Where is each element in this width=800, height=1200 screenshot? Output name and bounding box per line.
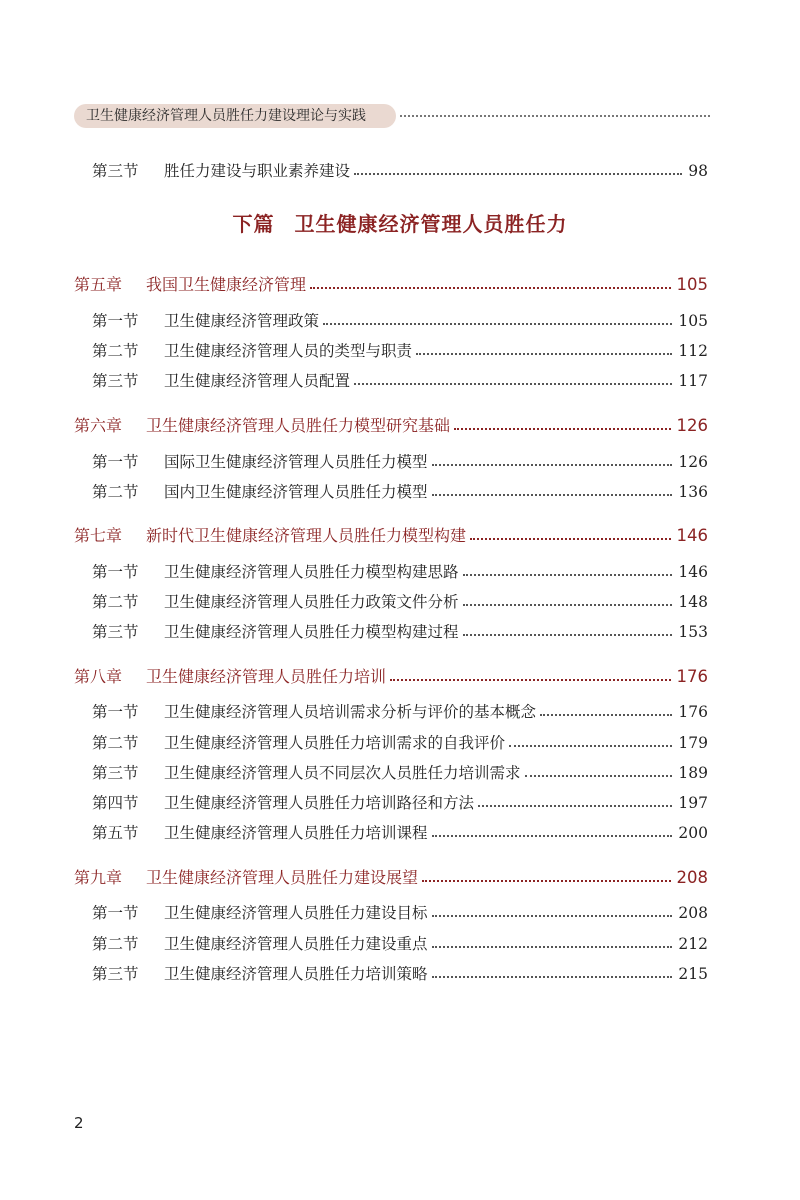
section-title: 卫生健康经济管理人员胜任力培训需求的自我评价 [164,734,506,752]
section-number: 第三节 [92,764,139,782]
toc-chapter-entry[interactable] [74,664,708,688]
section-title: 卫生健康经济管理人员胜任力培训课程 [164,824,428,842]
section-number: 第三节 [92,623,139,641]
toc-section-entry[interactable] [92,338,708,362]
toc-section-entry[interactable] [92,368,708,392]
toc-section-entry[interactable] [92,308,708,332]
section-title: 卫生健康经济管理政策 [164,312,320,330]
section-title: 卫生健康经济管理人员不同层次人员胜任力培训需求 [164,764,521,782]
dot-leader [463,574,673,576]
page-ref: 146 [678,563,708,581]
section-title: 卫生健康经济管理人员胜任力模型构建过程 [164,623,459,641]
page-ref: 200 [678,824,708,842]
toc-section-entry[interactable] [92,730,708,754]
dot-leader [432,835,673,837]
dot-leader [354,173,682,175]
section-title: 卫生健康经济管理人员胜任力建设重点 [164,935,428,953]
page-number: 2 [74,1114,84,1132]
dot-leader [478,805,672,807]
chapter-number: 第九章 [74,868,123,887]
section-number: 第二节 [92,935,139,953]
page-ref: 98 [688,162,708,180]
dot-leader [323,323,672,325]
page-ref: 208 [678,904,708,922]
page-ref: 146 [676,526,708,545]
section-number: 第五节 [92,824,139,842]
toc-chapter-entry[interactable] [74,272,708,296]
part-title: 卫生健康经济管理人员胜任力 [294,212,568,236]
dot-leader [540,714,672,716]
part-heading [0,208,800,237]
toc-chapter-entry[interactable] [74,865,708,889]
dot-leader [509,745,672,747]
dot-leader [390,679,670,681]
chapter-number: 第七章 [74,526,123,545]
chapter-number: 第八章 [74,667,123,686]
page-ref: 179 [678,734,708,752]
section-number: 第一节 [92,312,139,330]
page-ref: 189 [678,764,708,782]
dot-leader [416,353,672,355]
toc-section-entry[interactable] [92,449,708,473]
dot-leader [422,880,670,882]
page-ref: 117 [678,372,708,390]
page-ref: 215 [678,965,708,983]
section-number: 第一节 [92,563,139,581]
running-header-title: 卫生健康经济管理人员胜任力建设理论与实践 [74,104,396,128]
section-title: 卫生健康经济管理人员配置 [164,372,351,390]
toc-section-entry[interactable] [92,158,708,182]
page-ref: 105 [678,312,708,330]
toc-chapter-entry[interactable] [74,413,708,437]
section-number: 第三节 [92,965,139,983]
section-title: 胜任力建设与职业素养建设 [164,162,351,180]
dot-leader [432,915,673,917]
section-title: 卫生健康经济管理人员胜任力政策文件分析 [164,593,459,611]
dot-leader [432,976,673,978]
dot-leader [432,464,673,466]
section-number: 第三节 [92,162,139,180]
page-ref: 153 [678,623,708,641]
section-number: 第二节 [92,483,139,501]
section-title: 国际卫生健康经济管理人员胜任力模型 [164,453,428,471]
section-number: 第一节 [92,703,139,721]
chapter-title: 新时代卫生健康经济管理人员胜任力模型构建 [146,526,467,545]
toc-section-entry[interactable] [92,760,708,784]
dot-leader [470,538,670,540]
page-ref: 105 [676,275,708,294]
section-number: 第一节 [92,453,139,471]
toc-section-entry[interactable] [92,479,708,503]
dot-leader [432,946,673,948]
section-title: 国内卫生健康经济管理人员胜任力模型 [164,483,428,501]
dot-leader [310,287,670,289]
page-ref: 126 [678,453,708,471]
dot-leader [463,634,673,636]
toc-section-entry[interactable] [92,820,708,844]
toc-section-entry[interactable] [92,900,708,924]
page-ref: 112 [678,342,708,360]
chapter-number: 第五章 [74,275,123,294]
part-label: 下篇 [232,212,275,236]
section-number: 第四节 [92,794,139,812]
toc-section-entry[interactable] [92,931,708,955]
chapter-title: 我国卫生健康经济管理 [146,275,307,294]
page-ref: 176 [678,703,708,721]
chapter-title: 卫生健康经济管理人员胜任力培训 [146,667,387,686]
section-number: 第三节 [92,372,139,390]
section-number: 第二节 [92,593,139,611]
toc-section-entry[interactable] [92,559,708,583]
section-title: 卫生健康经济管理人员培训需求分析与评价的基本概念 [164,703,537,721]
page-ref: 208 [676,868,708,887]
page-ref: 197 [678,794,708,812]
dot-leader [463,604,673,606]
page-ref: 136 [678,483,708,501]
section-title: 卫生健康经济管理人员胜任力培训路径和方法 [164,794,475,812]
section-title: 卫生健康经济管理人员胜任力建设目标 [164,904,428,922]
toc-section-entry[interactable] [92,790,708,814]
toc-section-entry[interactable] [92,619,708,643]
section-number: 第二节 [92,734,139,752]
chapter-title: 卫生健康经济管理人员胜任力建设展望 [146,868,419,887]
chapter-title: 卫生健康经济管理人员胜任力模型研究基础 [146,416,451,435]
section-number: 第一节 [92,904,139,922]
section-number: 第二节 [92,342,139,360]
section-title: 卫生健康经济管理人员的类型与职责 [164,342,413,360]
page-ref: 148 [678,593,708,611]
toc-section-entry[interactable] [92,589,708,613]
page-ref: 212 [678,935,708,953]
dot-leader [525,775,673,777]
toc-section-entry[interactable] [92,961,708,985]
header-dotted-rule [400,115,710,117]
chapter-number: 第六章 [74,416,123,435]
toc-section-entry[interactable] [92,699,708,723]
page-ref: 126 [676,416,708,435]
dot-leader [454,428,670,430]
section-title: 卫生健康经济管理人员胜任力培训策略 [164,965,428,983]
page-ref: 176 [676,667,708,686]
dot-leader [354,383,672,385]
toc-chapter-entry[interactable] [74,523,708,547]
dot-leader [432,494,673,496]
section-title: 卫生健康经济管理人员胜任力模型构建思路 [164,563,459,581]
